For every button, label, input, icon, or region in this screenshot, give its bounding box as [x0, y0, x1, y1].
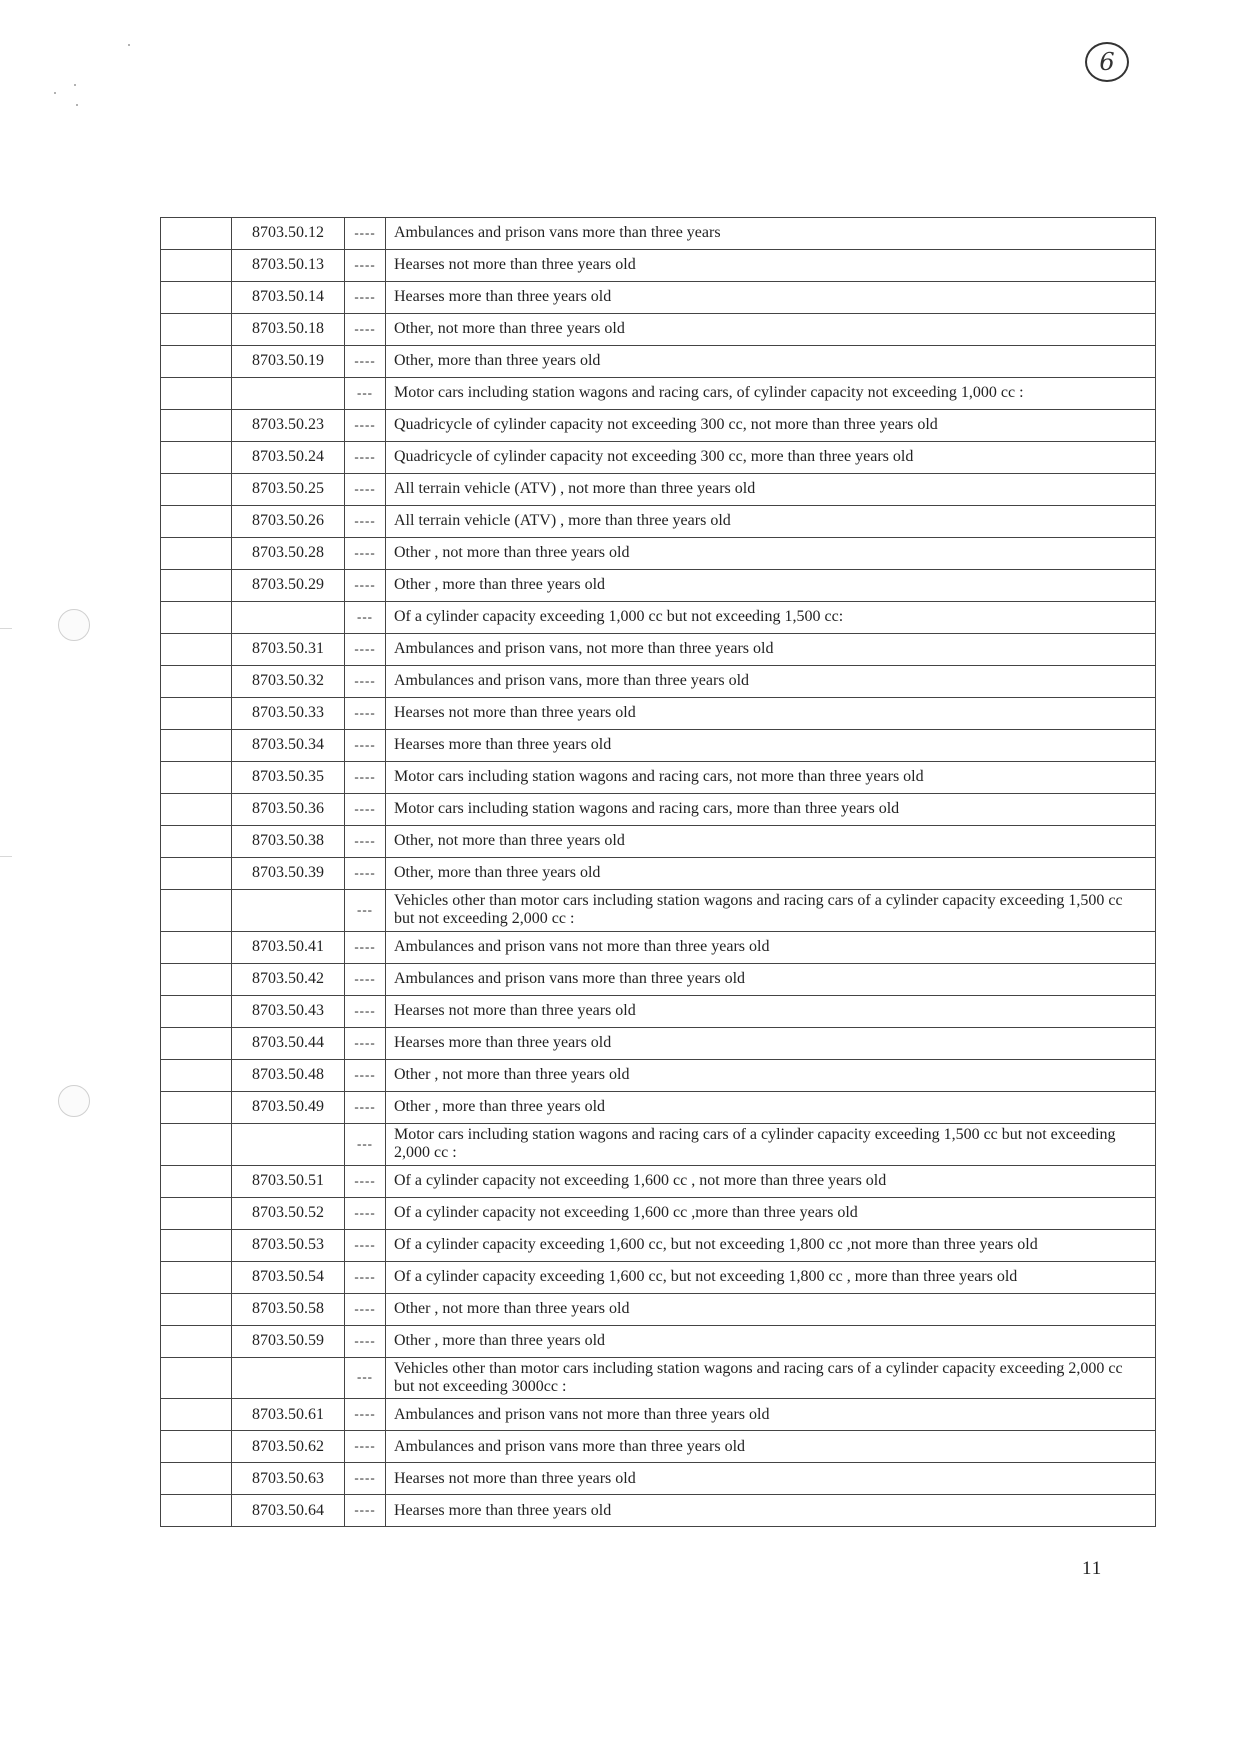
tariff-code-cell: 8703.50.41	[232, 931, 345, 963]
blank-cell	[161, 730, 232, 762]
scan-speck	[128, 44, 130, 46]
table-row	[161, 602, 1156, 634]
dash-level-cell: ----	[345, 666, 386, 698]
description-cell: Quadricycle of cylinder capacity not exceeding 300 cc, not more than three years old	[386, 410, 1156, 442]
blank-cell	[161, 634, 232, 666]
blank-cell	[161, 1261, 232, 1293]
table-row	[161, 1293, 1156, 1325]
table-row	[161, 1325, 1156, 1357]
description-cell: Hearses more than three years old	[386, 730, 1156, 762]
blank-cell	[161, 666, 232, 698]
dash-level-cell: ----	[345, 1027, 386, 1059]
blank-cell	[161, 890, 232, 932]
description-cell: Other, not more than three years old	[386, 314, 1156, 346]
description-cell: Other , more than three years old	[386, 1325, 1156, 1357]
dash-level-cell: ----	[345, 634, 386, 666]
blank-cell	[161, 1197, 232, 1229]
tariff-code-cell: 8703.50.24	[232, 442, 345, 474]
table-row	[161, 314, 1156, 346]
table-row	[161, 346, 1156, 378]
description-cell: Other , more than three years old	[386, 1091, 1156, 1123]
tariff-table-body	[161, 218, 1156, 1527]
tariff-code-cell: 8703.50.34	[232, 730, 345, 762]
tariff-code-cell: 8703.50.43	[232, 995, 345, 1027]
description-cell: Motor cars including station wagons and racing cars, not more than three years old	[386, 762, 1156, 794]
dash-level-cell: ----	[345, 826, 386, 858]
tariff-code-cell	[232, 1357, 345, 1399]
dash-level-cell: ----	[345, 794, 386, 826]
description-cell: Motor cars including station wagons and racing cars of a cylinder capacity exceeding 1,500 cc but not exceeding 2,000 cc :	[386, 1123, 1156, 1165]
table-row	[161, 1059, 1156, 1091]
tariff-table	[160, 217, 1156, 1527]
blank-cell	[161, 570, 232, 602]
dash-level-cell: ----	[345, 1399, 386, 1431]
margin-tick	[0, 856, 12, 857]
blank-cell	[161, 1059, 232, 1091]
table-row	[161, 931, 1156, 963]
dash-level-cell: ----	[345, 858, 386, 890]
description-cell: Of a cylinder capacity not exceeding 1,600 cc , not more than three years old	[386, 1165, 1156, 1197]
tariff-code-cell: 8703.50.51	[232, 1165, 345, 1197]
dash-level-cell: ----	[345, 1197, 386, 1229]
tariff-code-cell: 8703.50.61	[232, 1399, 345, 1431]
blank-cell	[161, 250, 232, 282]
blank-cell	[161, 474, 232, 506]
dash-level-cell: ----	[345, 1463, 386, 1495]
dash-level-cell: ----	[345, 1431, 386, 1463]
table-row	[161, 1165, 1156, 1197]
table-row	[161, 666, 1156, 698]
blank-cell	[161, 826, 232, 858]
dash-level-cell: ----	[345, 474, 386, 506]
tariff-code-cell: 8703.50.49	[232, 1091, 345, 1123]
description-cell: Hearses more than three years old	[386, 282, 1156, 314]
handwritten-page-mark	[1085, 42, 1129, 82]
tariff-code-cell: 8703.50.19	[232, 346, 345, 378]
description-cell: Ambulances and prison vans more than three years old	[386, 1431, 1156, 1463]
tariff-code-cell	[232, 378, 345, 410]
tariff-code-cell: 8703.50.26	[232, 506, 345, 538]
description-cell: Hearses not more than three years old	[386, 1463, 1156, 1495]
blank-cell	[161, 1027, 232, 1059]
tariff-code-cell: 8703.50.32	[232, 666, 345, 698]
dash-level-cell: ----	[345, 346, 386, 378]
table-row	[161, 995, 1156, 1027]
dash-level-cell: ----	[345, 1325, 386, 1357]
tariff-code-cell: 8703.50.18	[232, 314, 345, 346]
dash-level-cell: ----	[345, 410, 386, 442]
blank-cell	[161, 794, 232, 826]
blank-cell	[161, 931, 232, 963]
table-row	[161, 858, 1156, 890]
description-cell: Motor cars including station wagons and racing cars, more than three years old	[386, 794, 1156, 826]
description-cell: Hearses not more than three years old	[386, 250, 1156, 282]
description-cell: Hearses more than three years old	[386, 1495, 1156, 1527]
description-cell: Of a cylinder capacity exceeding 1,000 cc but not exceeding 1,500 cc:	[386, 602, 1156, 634]
table-row	[161, 890, 1156, 932]
tariff-code-cell	[232, 1123, 345, 1165]
table-row	[161, 442, 1156, 474]
table-row	[161, 506, 1156, 538]
tariff-code-cell: 8703.50.44	[232, 1027, 345, 1059]
blank-cell	[161, 963, 232, 995]
tariff-code-cell: 8703.50.42	[232, 963, 345, 995]
tariff-code-cell	[232, 890, 345, 932]
tariff-code-cell: 8703.50.25	[232, 474, 345, 506]
tariff-code-cell: 8703.50.36	[232, 794, 345, 826]
tariff-code-cell: 8703.50.48	[232, 1059, 345, 1091]
tariff-code-cell: 8703.50.63	[232, 1463, 345, 1495]
description-cell: Ambulances and prison vans, more than three years old	[386, 666, 1156, 698]
tariff-code-cell: 8703.50.54	[232, 1261, 345, 1293]
scan-speck	[54, 92, 56, 94]
blank-cell	[161, 698, 232, 730]
tariff-code-cell	[232, 602, 345, 634]
description-cell: Ambulances and prison vans, not more than three years old	[386, 634, 1156, 666]
table-row	[161, 1463, 1156, 1495]
description-cell: Other, more than three years old	[386, 858, 1156, 890]
table-row	[161, 963, 1156, 995]
dash-level-cell: ----	[345, 1495, 386, 1527]
dash-level-cell: ----	[345, 1293, 386, 1325]
table-row	[161, 1027, 1156, 1059]
table-row	[161, 1357, 1156, 1399]
blank-cell	[161, 995, 232, 1027]
table-row	[161, 218, 1156, 250]
blank-cell	[161, 378, 232, 410]
table-row	[161, 1431, 1156, 1463]
dash-level-cell: ----	[345, 538, 386, 570]
table-row	[161, 762, 1156, 794]
table-row	[161, 250, 1156, 282]
table-row	[161, 698, 1156, 730]
dash-level-cell: ----	[345, 314, 386, 346]
dash-level-cell: ---	[345, 378, 386, 410]
blank-cell	[161, 506, 232, 538]
dash-level-cell: ----	[345, 250, 386, 282]
description-cell: Quadricycle of cylinder capacity not exceeding 300 cc, more than three years old	[386, 442, 1156, 474]
table-row	[161, 1123, 1156, 1165]
description-cell: Other , not more than three years old	[386, 1293, 1156, 1325]
blank-cell	[161, 538, 232, 570]
table-row	[161, 794, 1156, 826]
blank-cell	[161, 1229, 232, 1261]
dash-level-cell: ----	[345, 1059, 386, 1091]
blank-cell	[161, 282, 232, 314]
dash-level-cell: ----	[345, 1091, 386, 1123]
tariff-code-cell: 8703.50.53	[232, 1229, 345, 1261]
dash-level-cell: ----	[345, 218, 386, 250]
description-cell: Other , more than three years old	[386, 570, 1156, 602]
table-row	[161, 1229, 1156, 1261]
blank-cell	[161, 1431, 232, 1463]
dash-level-cell: ----	[345, 995, 386, 1027]
tariff-code-cell: 8703.50.29	[232, 570, 345, 602]
description-cell: Other , not more than three years old	[386, 538, 1156, 570]
blank-cell	[161, 1357, 232, 1399]
blank-cell	[161, 1325, 232, 1357]
margin-tick	[0, 628, 12, 629]
description-cell: Motor cars including station wagons and racing cars, of cylinder capacity not exceeding 1,000 cc :	[386, 378, 1156, 410]
dash-level-cell: ---	[345, 602, 386, 634]
description-cell: Vehicles other than motor cars including station wagons and racing cars of a cylinder capacity exceeding 1,500 cc but not exceeding 2,000 cc :	[386, 890, 1156, 932]
blank-cell	[161, 1399, 232, 1431]
description-cell: All terrain vehicle (ATV) , more than three years old	[386, 506, 1156, 538]
tariff-code-cell: 8703.50.52	[232, 1197, 345, 1229]
tariff-code-cell: 8703.50.23	[232, 410, 345, 442]
dash-level-cell: ----	[345, 1229, 386, 1261]
blank-cell	[161, 1463, 232, 1495]
dash-level-cell: ---	[345, 1123, 386, 1165]
blank-cell	[161, 1165, 232, 1197]
scan-speck	[76, 104, 78, 106]
table-row	[161, 410, 1156, 442]
tariff-code-cell: 8703.50.12	[232, 218, 345, 250]
blank-cell	[161, 1123, 232, 1165]
blank-cell	[161, 218, 232, 250]
table-row	[161, 538, 1156, 570]
table-row	[161, 474, 1156, 506]
dash-level-cell: ----	[345, 698, 386, 730]
table-row	[161, 634, 1156, 666]
page-number: 11	[1082, 1558, 1103, 1579]
tariff-code-cell: 8703.50.31	[232, 634, 345, 666]
blank-cell	[161, 1091, 232, 1123]
description-cell: Hearses more than three years old	[386, 1027, 1156, 1059]
table-row	[161, 826, 1156, 858]
table-row	[161, 1091, 1156, 1123]
page-mark-text: 6	[1099, 48, 1115, 76]
tariff-code-cell: 8703.50.62	[232, 1431, 345, 1463]
dash-level-cell: ----	[345, 1261, 386, 1293]
description-cell: Ambulances and prison vans not more than three years old	[386, 1399, 1156, 1431]
blank-cell	[161, 442, 232, 474]
description-cell: Other, more than three years old	[386, 346, 1156, 378]
blank-cell	[161, 858, 232, 890]
tariff-code-cell: 8703.50.38	[232, 826, 345, 858]
tariff-code-cell: 8703.50.33	[232, 698, 345, 730]
tariff-code-cell: 8703.50.35	[232, 762, 345, 794]
description-cell: Hearses not more than three years old	[386, 995, 1156, 1027]
description-cell: Of a cylinder capacity exceeding 1,600 cc, but not exceeding 1,800 cc ,not more than three years old	[386, 1229, 1156, 1261]
description-cell: Ambulances and prison vans more than three years old	[386, 963, 1156, 995]
dash-level-cell: ---	[345, 1357, 386, 1399]
tariff-code-cell: 8703.50.14	[232, 282, 345, 314]
blank-cell	[161, 762, 232, 794]
table-row	[161, 1197, 1156, 1229]
dash-level-cell: ----	[345, 282, 386, 314]
description-cell: Vehicles other than motor cars including station wagons and racing cars of a cylinder capacity exceeding 2,000 cc but not exceeding 3000cc :	[386, 1357, 1156, 1399]
tariff-code-cell: 8703.50.39	[232, 858, 345, 890]
dash-level-cell: ----	[345, 730, 386, 762]
table-row	[161, 1495, 1156, 1527]
blank-cell	[161, 1293, 232, 1325]
punch-hole-icon	[58, 609, 90, 641]
description-cell: Ambulances and prison vans more than three years	[386, 218, 1156, 250]
tariff-code-cell: 8703.50.59	[232, 1325, 345, 1357]
blank-cell	[161, 602, 232, 634]
blank-cell	[161, 410, 232, 442]
scan-speck	[74, 84, 76, 86]
description-cell: Ambulances and prison vans not more than three years old	[386, 931, 1156, 963]
blank-cell	[161, 314, 232, 346]
description-cell: Of a cylinder capacity exceeding 1,600 cc, but not exceeding 1,800 cc , more than three years old	[386, 1261, 1156, 1293]
table-row	[161, 1399, 1156, 1431]
tariff-code-cell: 8703.50.13	[232, 250, 345, 282]
description-cell: Other, not more than three years old	[386, 826, 1156, 858]
table-row	[161, 282, 1156, 314]
table-row	[161, 1261, 1156, 1293]
table-row	[161, 378, 1156, 410]
tariff-code-cell: 8703.50.28	[232, 538, 345, 570]
dash-level-cell: ----	[345, 570, 386, 602]
tariff-code-cell: 8703.50.58	[232, 1293, 345, 1325]
dash-level-cell: ----	[345, 1165, 386, 1197]
table-row	[161, 730, 1156, 762]
dash-level-cell: ----	[345, 506, 386, 538]
blank-cell	[161, 346, 232, 378]
dash-level-cell: ----	[345, 442, 386, 474]
description-cell: Other , not more than three years old	[386, 1059, 1156, 1091]
dash-level-cell: ----	[345, 762, 386, 794]
table-row	[161, 570, 1156, 602]
blank-cell	[161, 1495, 232, 1527]
dash-level-cell: ----	[345, 931, 386, 963]
dash-level-cell: ----	[345, 963, 386, 995]
description-cell: Of a cylinder capacity not exceeding 1,600 cc ,more than three years old	[386, 1197, 1156, 1229]
tariff-code-cell: 8703.50.64	[232, 1495, 345, 1527]
dash-level-cell: ---	[345, 890, 386, 932]
punch-hole-icon	[58, 1085, 90, 1117]
description-cell: All terrain vehicle (ATV) , not more than three years old	[386, 474, 1156, 506]
description-cell: Hearses not more than three years old	[386, 698, 1156, 730]
